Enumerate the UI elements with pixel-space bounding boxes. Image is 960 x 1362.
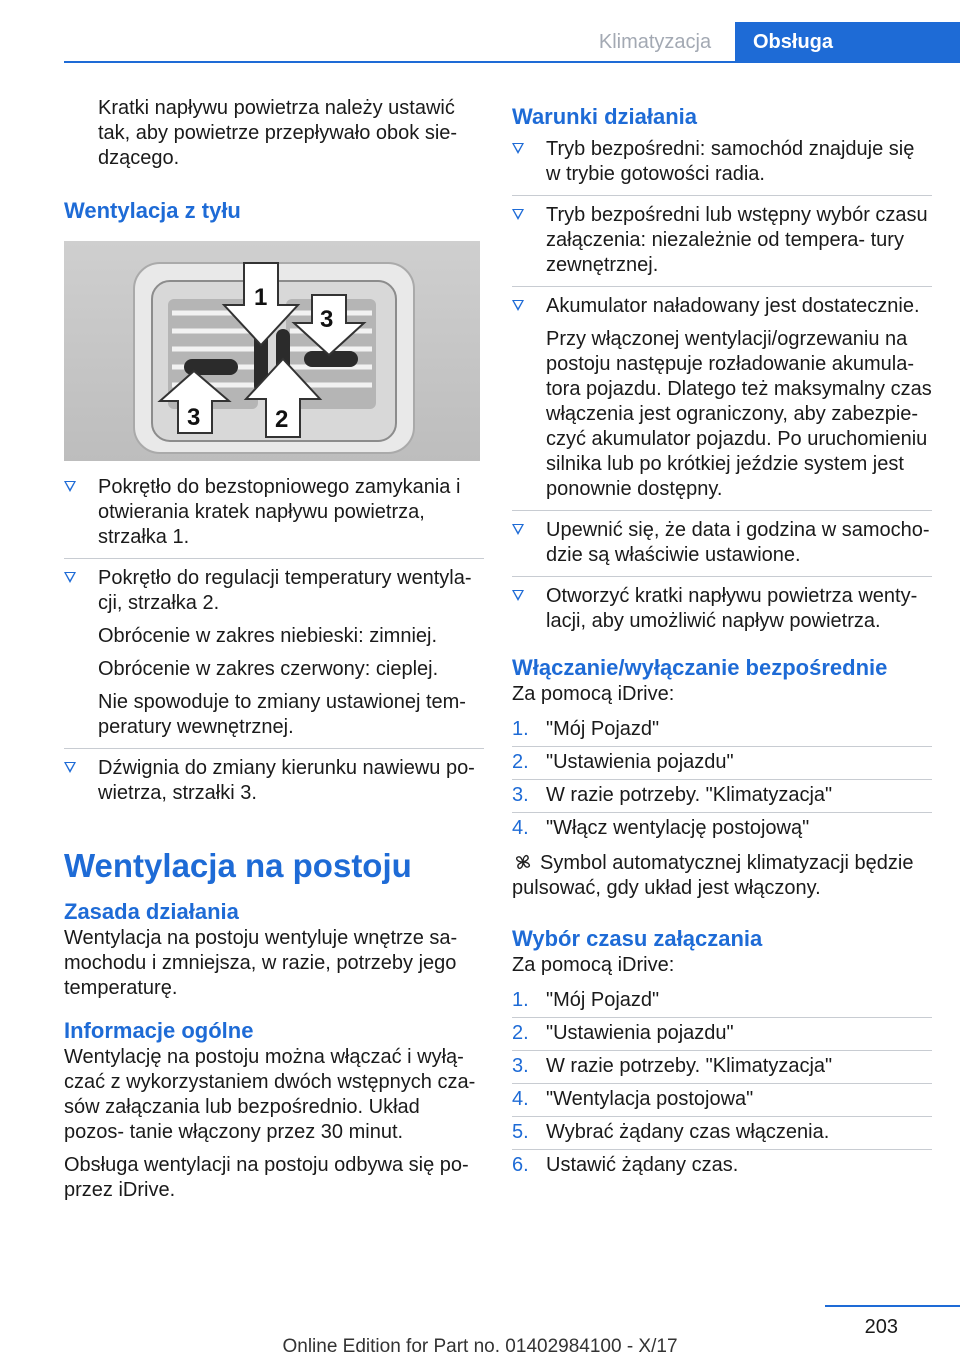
list-item: 4. "Wentylacja postojowa" (512, 1088, 754, 1110)
sub-text: Nie spowoduje to zmiany ustawionej tem- peratury wewnętrznej. (98, 691, 466, 738)
sub-text: Obrócenie w zakres niebieski: zimniej. (98, 625, 438, 647)
header-section-tab[interactable]: Klimatyzacja (598, 31, 712, 53)
list-item: 6. Ustawić żądany czas. (512, 1154, 739, 1176)
direct-heading: Włączanie/wyłączanie bezpośrednie (512, 655, 888, 680)
bullet-triangle-icon (512, 524, 524, 535)
list-divider (512, 1017, 932, 1018)
main-heading: Wentylacja na postoju (64, 847, 412, 884)
sub-text: Przy włączonej wentylacji/ogrzewaniu na postoju następuje rozładowanie akumula- tora pojazdu. Dlatego też maksymalny czas włączenia jest ograniczony, aby zabezpie- czyć akumulator pojazdu. Po uruchomieniu silnika lub po krótkiej jeździe system jest ponownie dostępny. (546, 328, 932, 500)
figure-label-1: 1 (254, 284, 268, 311)
list-divider (512, 510, 932, 511)
figure-label-3-right: 3 (320, 306, 334, 333)
symbol-note: Symbol automatycznej klimatyzacji będzie pulsować, gdy układ jest włączony. (512, 852, 914, 899)
list-item: 3. W razie potrzeby. "Klimatyzacja" (512, 784, 833, 806)
list-item: Tryb bezpośredni: samochód znajduje się w trybie gotowości radia. (512, 137, 932, 187)
sub-text: Obrócenie w zakres czerwony: cieplej. (98, 658, 439, 680)
intro-text: Kratki napływu powietrza należy ustawić tak, aby powietrze przepływało obok sie- dzącego. (98, 97, 458, 169)
list-divider (512, 746, 932, 747)
page-header (0, 22, 960, 62)
bullet-triangle-icon (64, 762, 76, 773)
list-item: 1. "Mój Pojazd" (512, 989, 660, 1011)
general-heading: Informacje ogólne (64, 1018, 254, 1043)
list-item: 2. "Ustawienia pojazdu" (512, 751, 734, 773)
header-active-tab[interactable]: Obsługa (735, 22, 960, 63)
bullet-triangle-icon (512, 300, 524, 311)
rear-ventilation-heading: Wentylacja z tyłu (64, 198, 241, 223)
footer-rule (825, 1305, 960, 1307)
list-divider (512, 1083, 932, 1084)
figure-label-2: 2 (275, 406, 289, 433)
list-item: 4. "Włącz wentylację postojową" (512, 817, 810, 839)
rear-vent-figure (64, 241, 480, 461)
bullet-triangle-icon (64, 572, 76, 583)
list-divider (512, 1149, 932, 1150)
list-divider (512, 576, 932, 577)
list-item: 2. "Ustawienia pojazdu" (512, 1022, 734, 1044)
direct-intro: Za pomocą iDrive: (512, 683, 675, 705)
list-divider (64, 748, 484, 749)
timer-intro: Za pomocą iDrive: (512, 954, 675, 976)
right-column (512, 103, 932, 1178)
bullet-triangle-icon (64, 481, 76, 492)
timer-steps-list (512, 988, 932, 1178)
rear-vent-illustration (64, 241, 480, 461)
list-divider (512, 286, 932, 287)
principle-text: Wentylacja na postoju wentyluje wnętrze sa- mochodu i zmniejsza, w razie, potrzeby jego temperaturę. (64, 927, 458, 999)
list-divider (512, 1050, 932, 1051)
list-item: Akumulator naładowany jest dostatecznie. Przy włączonej wentylacji/ogrzewaniu na postoju następuje rozładowanie akumula- tora pojazdu. Dlatego też maksymalny czas włączenia jest ograniczony, aby zabezpie- czyć akumulator pojazdu. Po uruchomieniu silnika lub po krótkiej jeździe system jest ponownie dostępny. (512, 294, 932, 502)
list-divider (512, 1116, 932, 1117)
bullet-triangle-icon (512, 143, 524, 154)
principle-heading: Zasada działania (64, 899, 239, 924)
fan-icon (512, 851, 534, 873)
list-item: Pokrętło do bezstopniowego zamykania i otwierania kratek napływu powietrza, strzałka 1. (64, 475, 484, 550)
list-item: Otworzyć kratki napływu powietrza wenty- lacji, aby umożliwić napływ powietrza. (512, 584, 932, 634)
left-column (64, 96, 484, 1203)
list-item: Tryb bezpośredni lub wstępny wybór czasu załączenia: niezależnie od tempera- tury zewnętrznej. (512, 203, 932, 278)
list-item: Upewnić się, że data i godzina w samocho- dzie są właściwie ustawione. (512, 518, 932, 568)
list-divider (64, 558, 484, 559)
list-item: 5. Wybrać żądany czas włączenia. (512, 1121, 830, 1143)
page-number: 203 (864, 1316, 898, 1338)
direct-steps-list (512, 717, 932, 841)
list-item: Pokrętło do regulacji temperatury wentyla- cji, strzałka 2. Obrócenie w zakres niebieski: zimniej. Obrócenie w zakres czerwony: cieplej. Nie spowoduje to zmiany ustawionej tem- peratury wewnętrznej. (64, 566, 484, 740)
list-divider (512, 195, 932, 196)
list-item: 3. W razie potrzeby. "Klimatyzacja" (512, 1055, 833, 1077)
bullet-triangle-icon (512, 209, 524, 220)
conditions-heading: Warunki działania (512, 104, 698, 129)
general-text-2: Obsługa wentylacji na postoju odbywa się po- przez iDrive. (64, 1154, 469, 1201)
list-item: Dźwignia do zmiany kierunku nawiewu po- wietrza, strzałki 3. (64, 756, 484, 806)
rear-controls-list (64, 475, 484, 806)
timer-heading: Wybór czasu załączania (512, 926, 763, 951)
list-divider (512, 779, 932, 780)
list-divider (512, 812, 932, 813)
figure-label-3-left: 3 (187, 404, 201, 431)
bullet-triangle-icon (512, 590, 524, 601)
conditions-list (512, 137, 932, 634)
general-text: Wentylację na postoju można włączać i wyłą- czać z wykorzystaniem dwóch wstępnych cza- sów załączania lub bezpośrednio. Układ pozos- tanie włączony przez 30 minut. (64, 1046, 476, 1143)
edition-footer: Online Edition for Part no. 01402984100 - X/17 (282, 1336, 678, 1357)
list-item: 1. "Mój Pojazd" (512, 718, 660, 740)
